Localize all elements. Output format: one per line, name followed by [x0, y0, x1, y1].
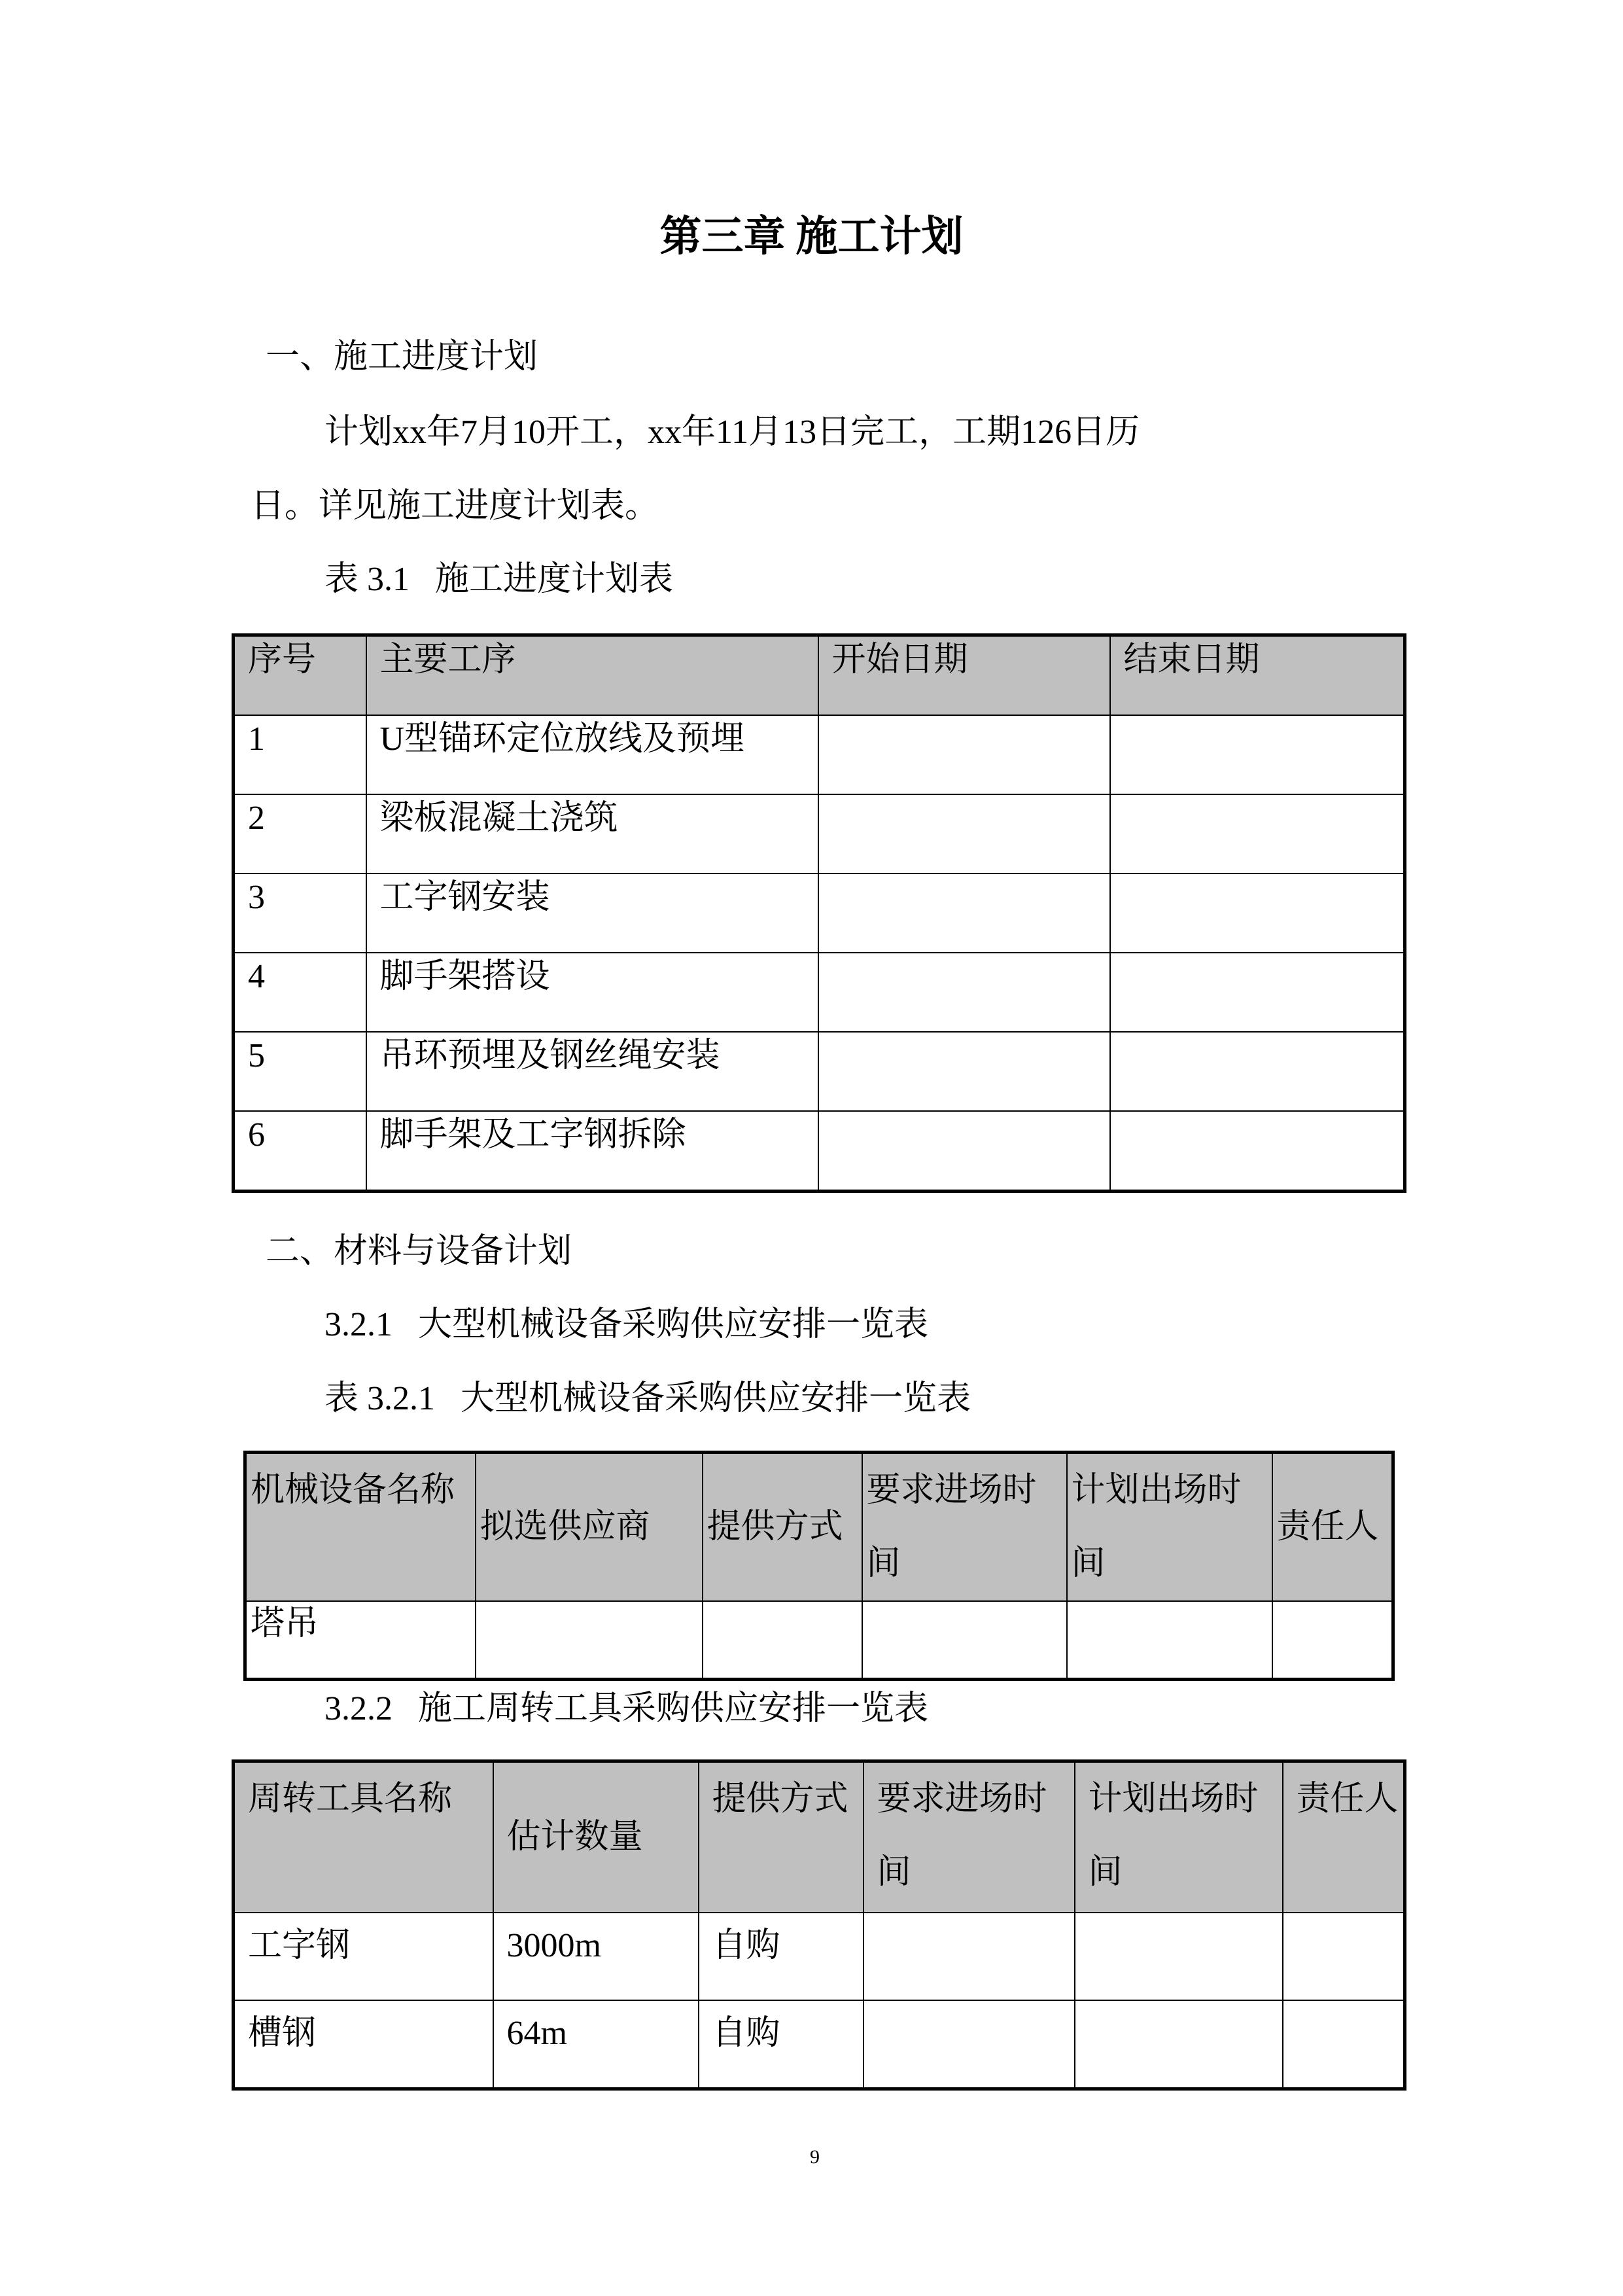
cell: 3000m [493, 1913, 699, 2000]
section1-heading: 一、施工进度计划 [266, 338, 538, 376]
cell: 工字钢 [234, 1913, 493, 2000]
paragraph-line-1: 计划xx年7月10开工，xx年11月13日完工，工期126日历 [324, 414, 1140, 451]
subsection-3-2-2: 3.2.2 施工周转工具采购供应安排一览表 [324, 1690, 929, 1727]
table-caption-3-2-1: 表 3.2.1 大型机械设备采购供应安排一览表 [324, 1380, 971, 1417]
cell [818, 794, 1110, 874]
cell [1110, 874, 1405, 953]
section2-heading: 二、材料与设备计划 [266, 1233, 572, 1270]
header-cell: 要求进场时间 [862, 1453, 1067, 1602]
cell [1110, 715, 1405, 794]
cell [864, 1913, 1075, 2000]
cell [1283, 1913, 1405, 2000]
cell: 4 [234, 953, 366, 1032]
cell: 自购 [699, 1913, 864, 2000]
cell: 梁板混凝土浇筑 [366, 794, 818, 874]
table-header-row [234, 1761, 1405, 1913]
table-row [245, 1601, 1393, 1680]
cell [1272, 1601, 1393, 1680]
table-row [234, 1032, 1405, 1111]
cell: 6 [234, 1111, 366, 1192]
cell [476, 1601, 703, 1680]
equipment-table [243, 1451, 1395, 1681]
cell [1075, 1913, 1283, 2000]
schedule-table [232, 633, 1406, 1193]
header-cell: 周转工具名称 [234, 1761, 493, 1913]
header-cell: 提供方式 [703, 1453, 862, 1602]
cell: 脚手架搭设 [366, 953, 818, 1032]
header-cell: 开始日期 [818, 635, 1110, 716]
header-cell: 责任人 [1283, 1761, 1405, 1913]
cell: U型锚环定位放线及预埋 [366, 715, 818, 794]
cell [1075, 2000, 1283, 2089]
header-cell: 计划出场时间 [1075, 1761, 1283, 1913]
cell [703, 1601, 862, 1680]
cell: 塔吊 [245, 1601, 476, 1680]
paragraph-line-2: 日。详见施工进度计划表。 [251, 487, 659, 525]
header-cell: 结束日期 [1110, 635, 1405, 716]
cell [862, 1601, 1067, 1680]
cell: 5 [234, 1032, 366, 1111]
table-header-row [234, 635, 1405, 716]
table-caption-3-1: 表 3.1 施工进度计划表 [324, 561, 674, 598]
header-cell: 拟选供应商 [476, 1453, 703, 1602]
header-cell: 机械设备名称 [245, 1453, 476, 1602]
header-cell: 计划出场时间 [1067, 1453, 1272, 1602]
header-cell: 主要工序 [366, 635, 818, 716]
subsection-3-2-1: 3.2.1 大型机械设备采购供应安排一览表 [324, 1306, 929, 1343]
cell: 吊环预埋及钢丝绳安装 [366, 1032, 818, 1111]
cell [1110, 1111, 1405, 1192]
header-cell: 责任人 [1272, 1453, 1393, 1602]
cell [1067, 1601, 1272, 1680]
cell: 自购 [699, 2000, 864, 2089]
table-row [234, 1913, 1405, 2000]
cell [1110, 1032, 1405, 1111]
cell [864, 2000, 1075, 2089]
cell: 脚手架及工字钢拆除 [366, 1111, 818, 1192]
header-cell: 提供方式 [699, 1761, 864, 1913]
cell [1110, 953, 1405, 1032]
table-row [234, 715, 1405, 794]
cell: 64m [493, 2000, 699, 2089]
cell [818, 953, 1110, 1032]
header-cell: 要求进场时间 [864, 1761, 1075, 1913]
cell [818, 1032, 1110, 1111]
table-header-row [245, 1453, 1393, 1602]
tools-table [232, 1759, 1406, 2091]
cell: 槽钢 [234, 2000, 493, 2089]
header-cell: 估计数量 [493, 1761, 699, 1913]
cell [818, 1111, 1110, 1192]
cell [1110, 794, 1405, 874]
page-number: 9 [810, 2146, 820, 2168]
table-row [234, 953, 1405, 1032]
cell [1283, 2000, 1405, 2089]
cell [818, 715, 1110, 794]
header-cell: 序号 [234, 635, 366, 716]
cell: 工字钢安装 [366, 874, 818, 953]
table-row [234, 1111, 1405, 1192]
table-row [234, 794, 1405, 874]
table-row [234, 874, 1405, 953]
chapter-title: 第三章 施工计划 [659, 213, 964, 260]
cell: 2 [234, 794, 366, 874]
cell: 3 [234, 874, 366, 953]
cell [818, 874, 1110, 953]
cell: 1 [234, 715, 366, 794]
table-row [234, 2000, 1405, 2089]
